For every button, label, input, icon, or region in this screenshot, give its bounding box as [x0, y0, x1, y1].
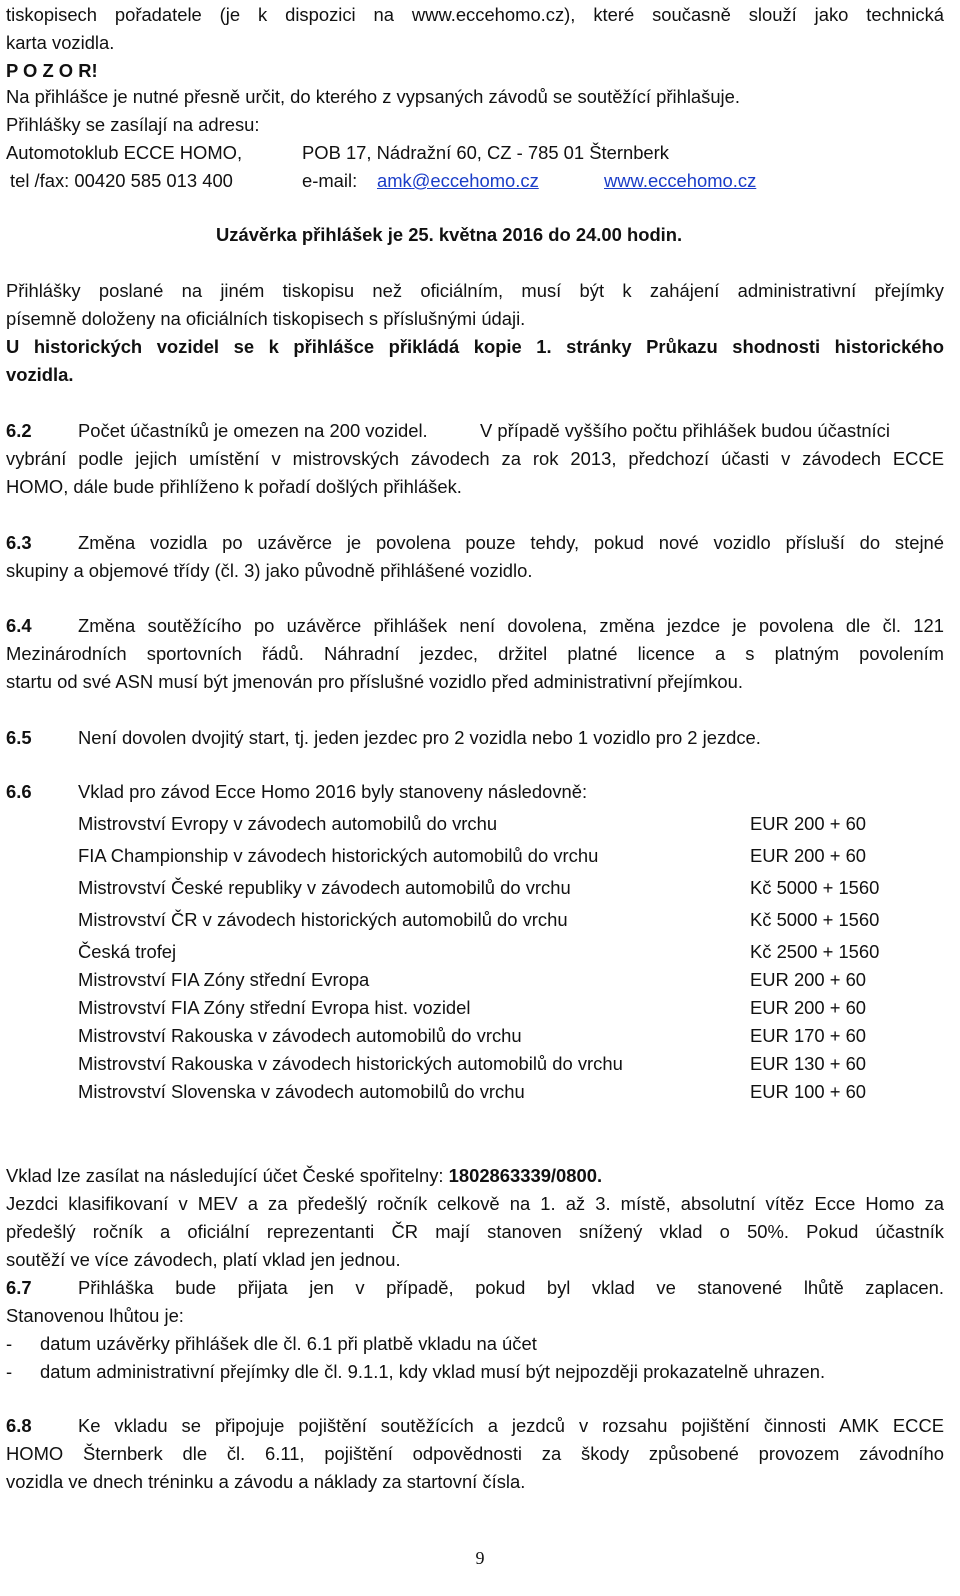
forms-line-2: písemně doloženy na oficiálních tiskopisech s příslušnými údaji.: [6, 308, 526, 329]
account-line-1: [6, 1163, 602, 1189]
account-line-3: předešlý ročník a oficiální reprezentanti ČR mají stanoven snížený vklad o 50%. Pokud účastník: [6, 1221, 944, 1242]
fee-amount: EUR 200 + 60: [750, 813, 867, 834]
fee-amount: Kč 5000 + 1560: [750, 909, 880, 930]
section-6-4-number: 6.4: [6, 615, 32, 636]
intro-line-1: tiskopisech pořadatele (je k dispozici na www.eccehomo.cz), které současně slouží jako technická: [6, 4, 944, 25]
historic-note-line-2: vozidla.: [6, 364, 74, 385]
section-6-3-line-2: skupiny a objemové třídy (čl. 3) jako původně přihlášené vozidlo.: [6, 560, 533, 581]
section-6-7-bullet-1: datum uzávěrky přihlášek dle čl. 6.1 při platbě vkladu na účet: [40, 1333, 537, 1354]
fee-name: Mistrovství Slovenska v závodech automobilů do vrchu: [78, 1081, 525, 1102]
section-6-2-line-3: HOMO, dále bude přihlíženo k pořadí došlých přihlášek.: [6, 476, 462, 497]
bullet-dash: -: [6, 1333, 13, 1354]
fee-amount: EUR 130 + 60: [750, 1053, 867, 1074]
intro-line-2: karta vozidla.: [6, 32, 115, 53]
website-link[interactable]: www.eccehomo.cz: [604, 170, 757, 191]
address-email-label: e-mail:: [302, 170, 358, 191]
section-6-6-line-1: Vklad pro závod Ecce Homo 2016 byly stanoveny následovně:: [78, 781, 588, 802]
section-6-8-line-2: HOMO Šternberk dle čl. 6.11, pojištění odpovědnosti za škody způsobené provozem závodního: [6, 1443, 944, 1464]
section-6-4-line-2: Mezinárodních sportovních řádů. Náhradní jezdec, držitel platné licence a s platným povolením: [6, 643, 944, 664]
section-6-2-text-b: V případě vyššího počtu přihlášek budou účastníci: [480, 420, 890, 441]
fee-name: Česká trofej: [78, 941, 177, 962]
section-6-5-line-1: Není dovolen dvojitý start, tj. jeden jezdec pro 2 vozidla nebo 1 vozidlo pro 2 jezdce.: [78, 727, 761, 748]
account-line-4: soutěží ve více závodech, platí vklad jen jednou.: [6, 1249, 401, 1270]
email-link[interactable]: amk@eccehomo.cz: [377, 170, 539, 191]
bullet-dash: -: [6, 1361, 13, 1382]
fee-amount: EUR 200 + 60: [750, 969, 867, 990]
fee-amount: EUR 100 + 60: [750, 1081, 867, 1102]
section-6-8-line-3: vozidla ve dnech tréninku a závodu a náklady za startovní čísla.: [6, 1471, 526, 1492]
section-6-8-number: 6.8: [6, 1415, 32, 1436]
section-6-4-line-3: startu od své ASN musí být jmenován pro příslušné vozidlo před administrativní přejímkou.: [6, 671, 743, 692]
section-6-2-number: 6.2: [6, 420, 32, 441]
fee-name: Mistrovství Rakouska v závodech historických automobilů do vrchu: [78, 1053, 623, 1074]
fee-amount: EUR 170 + 60: [750, 1025, 867, 1046]
section-6-7-number: 6.7: [6, 1277, 32, 1298]
fee-name: Mistrovství Evropy v závodech automobilů do vrchu: [78, 813, 498, 834]
account-label: Vklad lze zasílat na následující účet České spořitelny:: [6, 1165, 444, 1186]
fee-amount: Kč 5000 + 1560: [750, 877, 880, 898]
historic-note-line-1: U historických vozidel se k přihlášce přikládá kopie 1. stránky Průkazu shodnosti historického: [6, 336, 944, 357]
section-6-3-line-1: Změna vozidla po uzávěrce je povolena pouze tehdy, pokud nové vozidlo přísluší do stejné: [78, 532, 944, 553]
address-club: Automotoklub ECCE HOMO,: [6, 142, 243, 163]
fee-amount: EUR 200 + 60: [750, 845, 867, 866]
page-number: 9: [475, 1548, 485, 1568]
section-6-4-line-1: Změna soutěžícího po uzávěrce přihlášek není dovolena, změna jezdce je povolena dle čl. 121: [78, 615, 944, 636]
address-phone: tel /fax: 00420 585 013 400: [10, 170, 233, 191]
fee-name: Mistrovství České republiky v závodech automobilů do vrchu: [78, 877, 571, 898]
section-6-5-number: 6.5: [6, 727, 32, 748]
deadline-notice: Uzávěrka přihlášek je 25. května 2016 do 24.00 hodin.: [216, 224, 683, 245]
fee-name: Mistrovství FIA Zóny střední Evropa hist. vozidel: [78, 997, 471, 1018]
section-6-7-line-1: Přihláška bude přijata jen v případě, pokud byl vklad ve stanovené lhůtě zaplacen.: [78, 1277, 944, 1298]
section-6-2-line-2: vybrání podle jejich umístění v mistrovských závodech za rok 2013, předchozí účasti v závodech ECCE: [6, 448, 944, 469]
warning-heading: P O Z O R!: [6, 60, 98, 81]
forms-line-1: Přihlášky poslané na jiném tiskopisu než oficiálním, musí být k zahájení administrativní přejímky: [6, 280, 944, 301]
section-6-7-bullet-2: datum administrativní přejímky dle čl. 9.1.1, kdy vklad musí být nejpozději prokazatelně uhrazen.: [40, 1361, 826, 1382]
section-6-6-number: 6.6: [6, 781, 32, 802]
fee-amount: EUR 200 + 60: [750, 997, 867, 1018]
section-6-7-line-2: Stanovenou lhůtou je:: [6, 1305, 184, 1326]
intro-line-3: Na přihlášce je nutné přesně určit, do kterého z vypsaných závodů se soutěžící přihlašuje.: [6, 86, 740, 107]
fee-name: Mistrovství ČR v závodech historických automobilů do vrchu: [78, 909, 568, 930]
fee-name: Mistrovství FIA Zóny střední Evropa: [78, 969, 370, 990]
fee-name: FIA Championship v závodech historických automobilů do vrchu: [78, 845, 599, 866]
address-street: POB 17, Nádražní 60, CZ - 785 01 Šternberk: [302, 142, 669, 163]
fee-name: Mistrovství Rakouska v závodech automobilů do vrchu: [78, 1025, 522, 1046]
fee-amount: Kč 2500 + 1560: [750, 941, 880, 962]
account-line-2: Jezdci klasifikovaní v MEV a za předešlý ročník celkově na 1. až 3. místě, absolutní vítěz Ecce Homo za: [6, 1193, 944, 1214]
account-number: 1802863339/0800.: [448, 1165, 603, 1186]
section-6-3-number: 6.3: [6, 532, 32, 553]
section-6-2-text-a: Počet účastníků je omezen na 200 vozidel.: [78, 420, 428, 441]
intro-line-4: Přihlášky se zasílají na adresu:: [6, 114, 260, 135]
section-6-8-line-1: Ke vkladu se připojuje pojištění soutěžících a jezdců v rozsahu pojištění činnosti AMK ECCE: [78, 1415, 944, 1436]
